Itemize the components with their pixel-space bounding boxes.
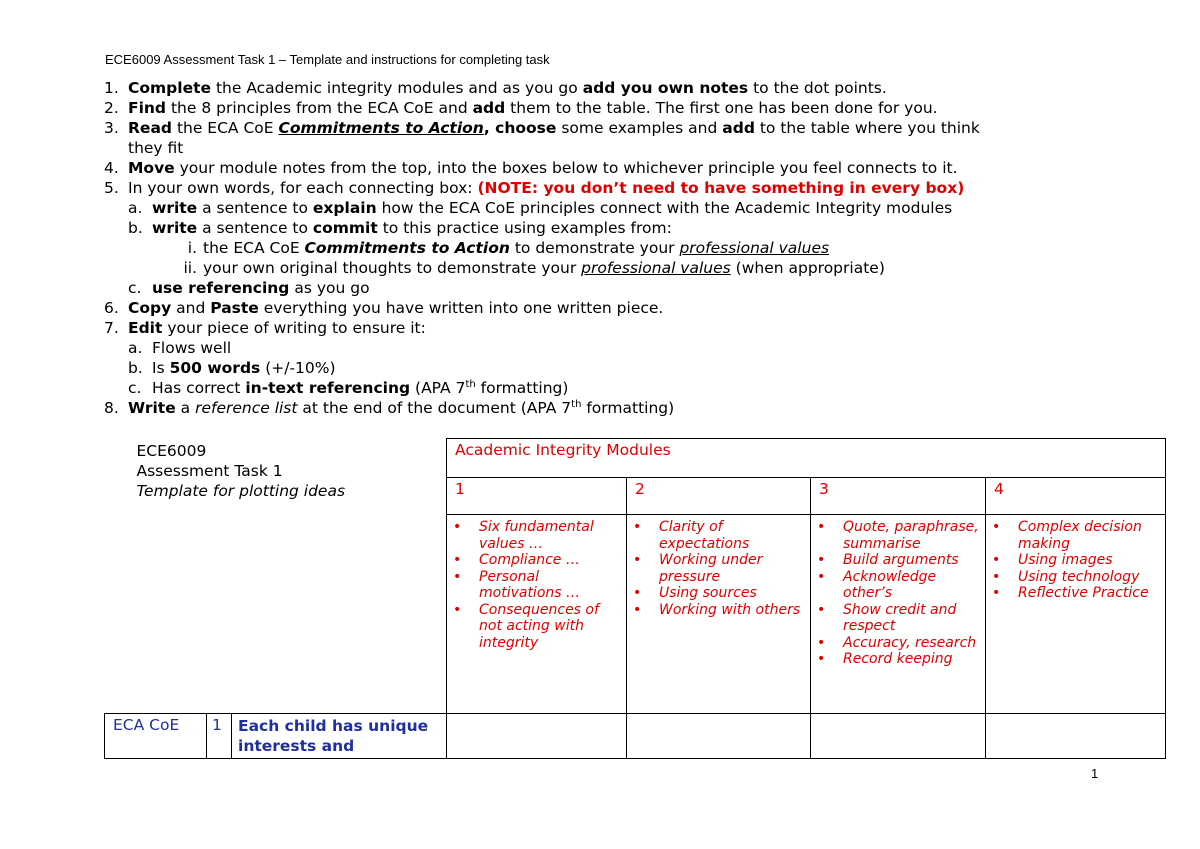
- item-number: 5.: [104, 179, 119, 197]
- instruction-text: Has correct: [152, 379, 246, 397]
- module-number: 3: [811, 478, 986, 515]
- instruction-text: the Academic integrity modules and as you go: [211, 79, 583, 97]
- item-letter: c.: [128, 379, 142, 397]
- instruction-text: formatting): [475, 379, 569, 397]
- module-notes-cell: [986, 515, 1166, 714]
- note-item: • Consequences of not acting with integrity: [453, 602, 622, 652]
- instruction-text: a sentence to: [197, 219, 313, 237]
- instruction-text: (APA 7: [410, 379, 466, 397]
- instruction-text: to the table where you think: [754, 119, 980, 137]
- item-letter: b.: [128, 359, 143, 377]
- plotting-ideas-table: [104, 438, 1166, 759]
- module-number: 4: [986, 478, 1166, 515]
- eca-coe-label: ECA CoE: [105, 714, 207, 759]
- connection-cell[interactable]: [447, 714, 627, 759]
- note-item: • Clarity of expectations: [633, 519, 806, 552]
- commitments-to-action-text: Commitments to Action: [304, 239, 510, 257]
- modules-header-row: [105, 439, 1166, 478]
- module-number: 2: [627, 478, 811, 515]
- module-notes-cell: [627, 515, 811, 714]
- instruction-text: In your own words, for each connecting box:: [128, 179, 478, 197]
- sub-instruction: [128, 198, 1104, 218]
- instruction-text: the 8 principles from the ECA CoE and: [166, 99, 473, 117]
- instruction-item: [104, 78, 1104, 98]
- instruction-keyword: Find: [128, 99, 167, 117]
- page-header: ECE6009 Assessment Task 1 – Template and instructions for completing task: [105, 52, 550, 67]
- note-item: • Accuracy, research: [817, 635, 981, 652]
- note-text: (NOTE: you don’t need to have something in every box): [477, 179, 965, 197]
- instruction-item: [104, 98, 1104, 118]
- item-letter: b.: [128, 219, 143, 237]
- superscript: th: [571, 398, 582, 410]
- note-item: • Complex decision making: [992, 519, 1161, 552]
- instruction-text: some examples and: [556, 119, 723, 137]
- instruction-text: your piece of writing to ensure it:: [162, 319, 426, 337]
- instruction-text: to this practice using examples from:: [377, 219, 672, 237]
- sub-sub-instruction: [179, 258, 1104, 278]
- instruction-keyword: write: [152, 219, 198, 237]
- note-item: • Compliance …: [453, 552, 622, 569]
- sub-instruction: [128, 278, 1104, 298]
- note-item: • Acknowledge other’s: [817, 569, 981, 602]
- commitments-to-action-text: Commitments to Action: [278, 119, 484, 137]
- instruction-keyword: Read: [128, 119, 173, 137]
- instruction-text: they fit: [128, 139, 184, 157]
- course-code: ECE6009: [136, 441, 207, 460]
- sub-instruction: [128, 338, 1104, 358]
- instruction-item: [104, 158, 1104, 178]
- eca-coe-row: [105, 714, 1166, 759]
- module-notes-cell: [811, 515, 986, 714]
- item-letter: a.: [128, 199, 143, 217]
- note-item: • Six fundamental values …: [453, 519, 622, 552]
- instruction-keyword: commit: [312, 219, 378, 237]
- note-item: • Show credit and respect: [817, 602, 981, 635]
- instruction-keyword: Complete: [128, 79, 212, 97]
- instructions-list: [104, 78, 1104, 418]
- instruction-text: as you go: [289, 279, 370, 297]
- item-letter: a.: [128, 339, 143, 357]
- instruction-text: Flows well: [152, 339, 232, 357]
- instruction-keyword: add: [722, 119, 755, 137]
- module-number: 1: [447, 478, 627, 515]
- instruction-text: your module notes from the top, into the boxes below to whichever principle you feel connects to it.: [174, 159, 958, 177]
- note-item: • Reflective Practice: [992, 585, 1161, 602]
- instruction-text: (when appropriate): [730, 259, 885, 277]
- note-item: • Working under pressure: [633, 552, 806, 585]
- instruction-keyword: Copy: [128, 299, 172, 317]
- note-item: • Record keeping: [817, 651, 981, 668]
- item-number: 6.: [104, 299, 119, 317]
- item-number: 8.: [104, 399, 119, 417]
- instruction-keyword: 500 words: [169, 359, 261, 377]
- instruction-item: [104, 398, 1104, 418]
- note-item: • Using images: [992, 552, 1161, 569]
- professional-values-text: professional values: [581, 259, 731, 277]
- instruction-keyword: Paste: [210, 299, 259, 317]
- instruction-text: how the ECA CoE principles connect with the Academic Integrity modules: [376, 199, 953, 217]
- page-number: 1: [1091, 766, 1099, 781]
- instruction-text: the ECA CoE: [172, 119, 279, 137]
- template-title: Template for plotting ideas: [136, 481, 346, 500]
- instruction-text: and: [171, 299, 211, 317]
- sub-instruction: [128, 378, 1104, 398]
- instruction-item: [104, 118, 1104, 158]
- instruction-keyword: Edit: [128, 319, 163, 337]
- item-number: 4.: [104, 159, 119, 177]
- instruction-text: Is: [152, 359, 170, 377]
- instruction-item: [104, 298, 1104, 318]
- instruction-text: them to the table. The first one has been done for you.: [505, 99, 938, 117]
- superscript: th: [465, 378, 476, 390]
- module-notes-cell: [447, 515, 627, 714]
- sub-instruction: [128, 358, 1104, 378]
- instruction-item: [104, 178, 1104, 198]
- instruction-keyword: choose: [495, 119, 557, 137]
- instruction-text: to demonstrate your: [509, 239, 680, 257]
- item-letter: c.: [128, 279, 142, 297]
- instruction-text: formatting): [581, 399, 675, 417]
- instruction-keyword: Write: [128, 399, 176, 417]
- connection-cell[interactable]: [986, 714, 1166, 759]
- note-item: • Quote, paraphrase, summarise: [817, 519, 981, 552]
- professional-values-text: professional values: [679, 239, 830, 257]
- note-item: • Working with others: [633, 602, 806, 619]
- instruction-text: your own original thoughts to demonstrate your: [203, 259, 582, 277]
- note-item: • Build arguments: [817, 552, 981, 569]
- instruction-text: everything you have written into one written piece.: [258, 299, 664, 317]
- reference-list-text: reference list: [195, 399, 298, 417]
- instruction-text: a: [175, 399, 196, 417]
- principle-text: Each child has unique interests and: [232, 714, 447, 759]
- instruction-keyword: add you own notes: [582, 79, 749, 97]
- instruction-keyword: use referencing: [152, 279, 290, 297]
- item-roman: ii.: [183, 259, 197, 277]
- table-meta-cell: [105, 439, 447, 714]
- note-item: • Personal motivations …: [453, 569, 622, 602]
- instruction-keyword: in-text referencing: [245, 379, 411, 397]
- item-number: 7.: [104, 319, 119, 337]
- note-item: • Using sources: [633, 585, 806, 602]
- instruction-item: [104, 318, 1104, 338]
- item-number: 2.: [104, 99, 119, 117]
- connection-cell[interactable]: [627, 714, 811, 759]
- instruction-keyword: add: [472, 99, 506, 117]
- instruction-keyword: explain: [312, 199, 377, 217]
- instruction-text: to the dot points.: [748, 79, 887, 97]
- item-roman: i.: [187, 239, 197, 257]
- instruction-text: the ECA CoE: [203, 239, 305, 257]
- principle-number: 1: [207, 714, 232, 759]
- academic-integrity-modules-header: Academic Integrity Modules: [447, 439, 1166, 478]
- instruction-text: a sentence to: [197, 199, 313, 217]
- assessment-task: Assessment Task 1: [136, 461, 283, 480]
- connection-cell[interactable]: [811, 714, 986, 759]
- sub-sub-instruction: [179, 238, 1104, 258]
- instruction-text: ,: [483, 119, 496, 137]
- sub-instruction: [128, 218, 1104, 238]
- instruction-text: (+/-10%): [260, 359, 336, 377]
- instruction-text: at the end of the document (APA 7: [297, 399, 572, 417]
- instruction-keyword: write: [152, 199, 198, 217]
- item-number: 3.: [104, 119, 119, 137]
- item-number: 1.: [104, 79, 119, 97]
- instruction-keyword: Move: [128, 159, 175, 177]
- note-item: • Using technology: [992, 569, 1161, 586]
